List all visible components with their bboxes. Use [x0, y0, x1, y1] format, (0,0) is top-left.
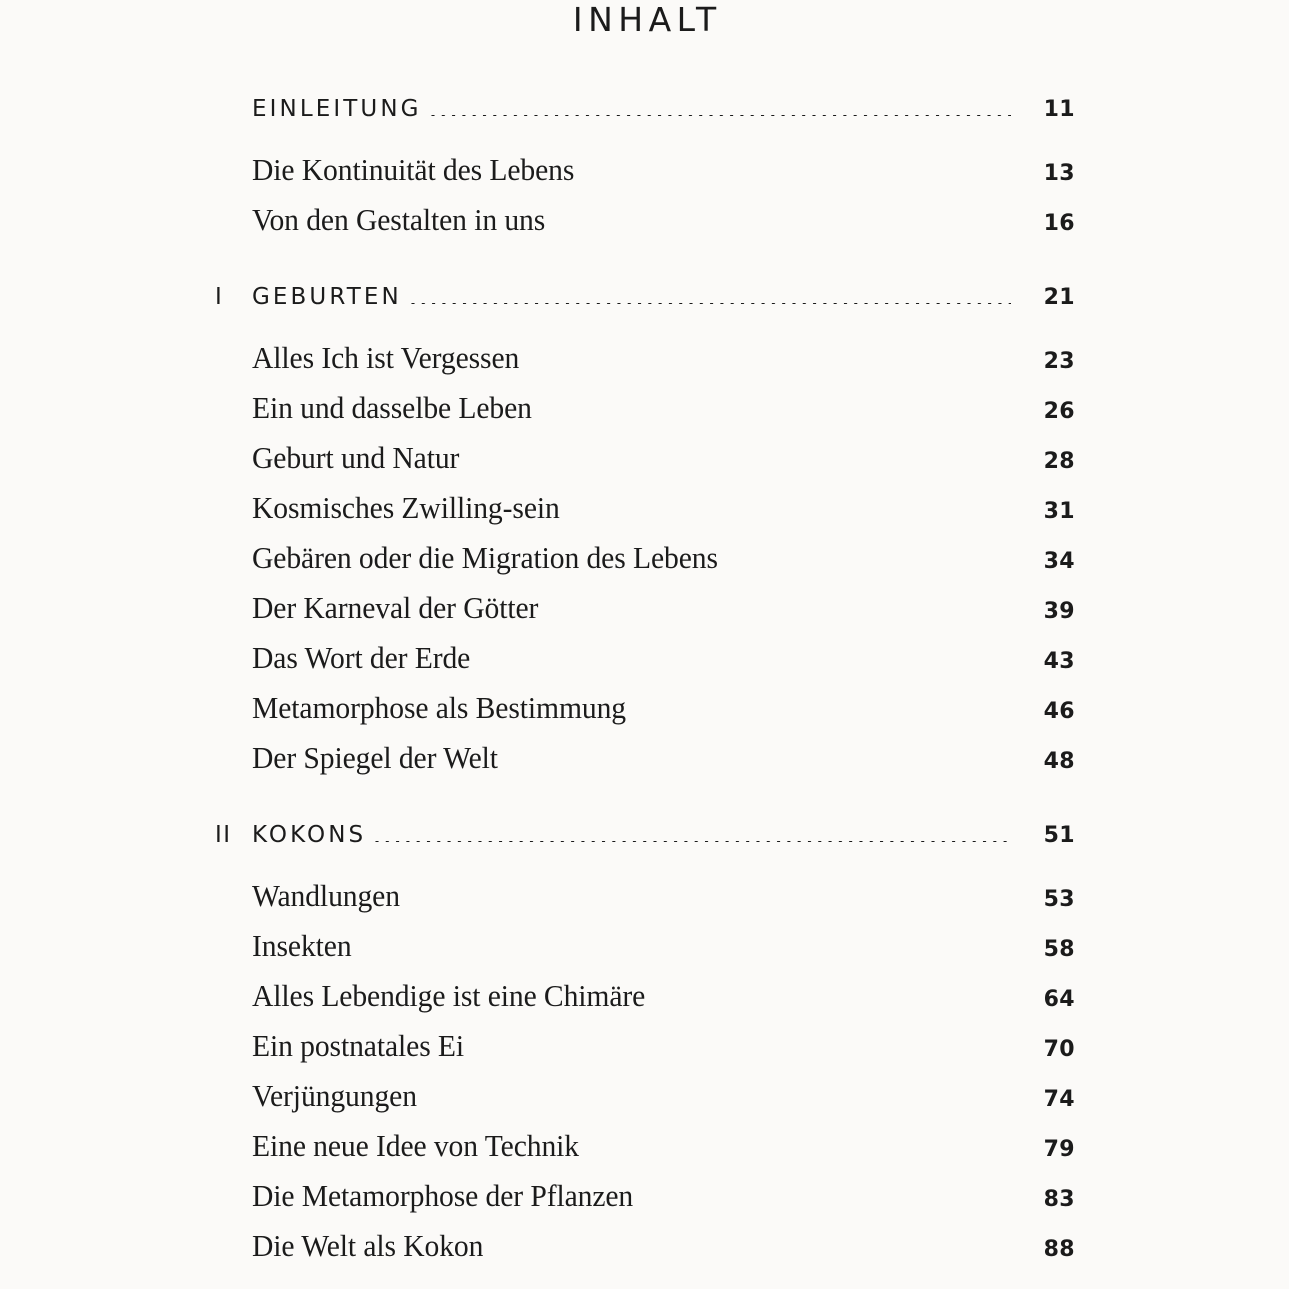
entry-label: Ein postnatales Ei [252, 1028, 465, 1063]
entry-page-number: 88 [1043, 1237, 1075, 1262]
entry-label: Eine neue Idee von Technik [252, 1128, 580, 1163]
toc-section [215, 96, 1075, 245]
toc-section-header[interactable] [215, 96, 1075, 140]
leader-dots [375, 841, 1011, 842]
entry-label: Metamorphose als Bestimmung [252, 690, 627, 725]
page-title: INHALT [572, 0, 722, 39]
entry-label: Alles Lebendige ist eine Chimäre [252, 978, 646, 1013]
entry-page-number: 43 [1043, 649, 1075, 674]
toc-entry[interactable] [215, 1171, 1075, 1221]
section-label: GEBURTEN [252, 284, 402, 310]
entry-page-number: 39 [1043, 599, 1075, 624]
toc-entry[interactable] [215, 145, 1075, 195]
entry-label: Von den Gestalten in uns [252, 202, 546, 237]
leader-dots [411, 303, 1011, 304]
toc-entry[interactable] [215, 533, 1075, 583]
section-label: EINLEITUNG [252, 96, 422, 122]
entry-label: Alles Ich ist Vergessen [252, 340, 520, 375]
toc-entry[interactable] [215, 733, 1075, 783]
entry-label: Die Welt als Kokon [252, 1228, 484, 1263]
entry-label: Der Karneval der Götter [252, 590, 539, 625]
entry-page-number: 53 [1043, 887, 1075, 912]
leader-dots [431, 115, 1011, 116]
toc-entry[interactable] [215, 1221, 1075, 1271]
entry-page-number: 23 [1043, 349, 1075, 374]
toc-entry[interactable] [215, 633, 1075, 683]
section-numeral: II [215, 822, 232, 848]
entry-page-number: 28 [1043, 449, 1075, 474]
toc-entry[interactable] [215, 433, 1075, 483]
entry-label: Gebären oder die Migration des Lebens [252, 540, 718, 575]
toc-section-header[interactable] [215, 822, 1075, 866]
toc-entry[interactable] [215, 921, 1075, 971]
toc-list [215, 96, 1075, 1271]
toc-section-header[interactable] [215, 284, 1075, 328]
toc-entry[interactable] [215, 1071, 1075, 1121]
section-page-number: 51 [1043, 823, 1075, 848]
toc-section [215, 822, 1075, 1271]
toc-entry[interactable] [215, 483, 1075, 533]
entry-label: Geburt und Natur [252, 440, 460, 475]
toc-entry[interactable] [215, 1121, 1075, 1171]
entry-page-number: 74 [1043, 1087, 1075, 1112]
entry-page-number: 64 [1043, 987, 1075, 1012]
entry-page-number: 83 [1043, 1187, 1075, 1212]
entry-label: Verjüngungen [252, 1078, 417, 1113]
toc-section [215, 284, 1075, 783]
entry-label: Der Spiegel der Welt [252, 740, 498, 775]
toc-entry[interactable] [215, 383, 1075, 433]
entry-page-number: 58 [1043, 937, 1075, 962]
entry-label: Das Wort der Erde [252, 640, 471, 675]
toc-entry[interactable] [215, 971, 1075, 1021]
entry-page-number: 34 [1043, 549, 1075, 574]
toc-entry[interactable] [215, 583, 1075, 633]
toc-entry[interactable] [215, 871, 1075, 921]
toc-entry[interactable] [215, 683, 1075, 733]
entry-page-number: 70 [1043, 1037, 1075, 1062]
toc-entry[interactable] [215, 195, 1075, 245]
entry-label: Insekten [252, 928, 352, 963]
entry-page-number: 48 [1043, 749, 1075, 774]
toc-entry[interactable] [215, 333, 1075, 383]
section-label: KOKONS [252, 822, 367, 848]
entry-label: Wandlungen [252, 878, 400, 913]
entry-label: Die Kontinuität des Lebens [252, 152, 575, 187]
entry-page-number: 46 [1043, 699, 1075, 724]
entry-label: Ein und dasselbe Leben [252, 390, 532, 425]
entry-label: Die Metamorphose der Pflanzen [252, 1178, 634, 1213]
entry-page-number: 16 [1043, 211, 1075, 236]
section-page-number: 11 [1043, 97, 1075, 122]
entry-label: Kosmisches Zwilling-sein [252, 490, 560, 525]
entry-page-number: 31 [1043, 499, 1075, 524]
entry-page-number: 26 [1043, 399, 1075, 424]
section-page-number: 21 [1043, 285, 1075, 310]
entry-page-number: 79 [1043, 1137, 1075, 1162]
toc-entry[interactable] [215, 1021, 1075, 1071]
entry-page-number: 13 [1043, 161, 1075, 186]
section-numeral: I [215, 284, 224, 310]
